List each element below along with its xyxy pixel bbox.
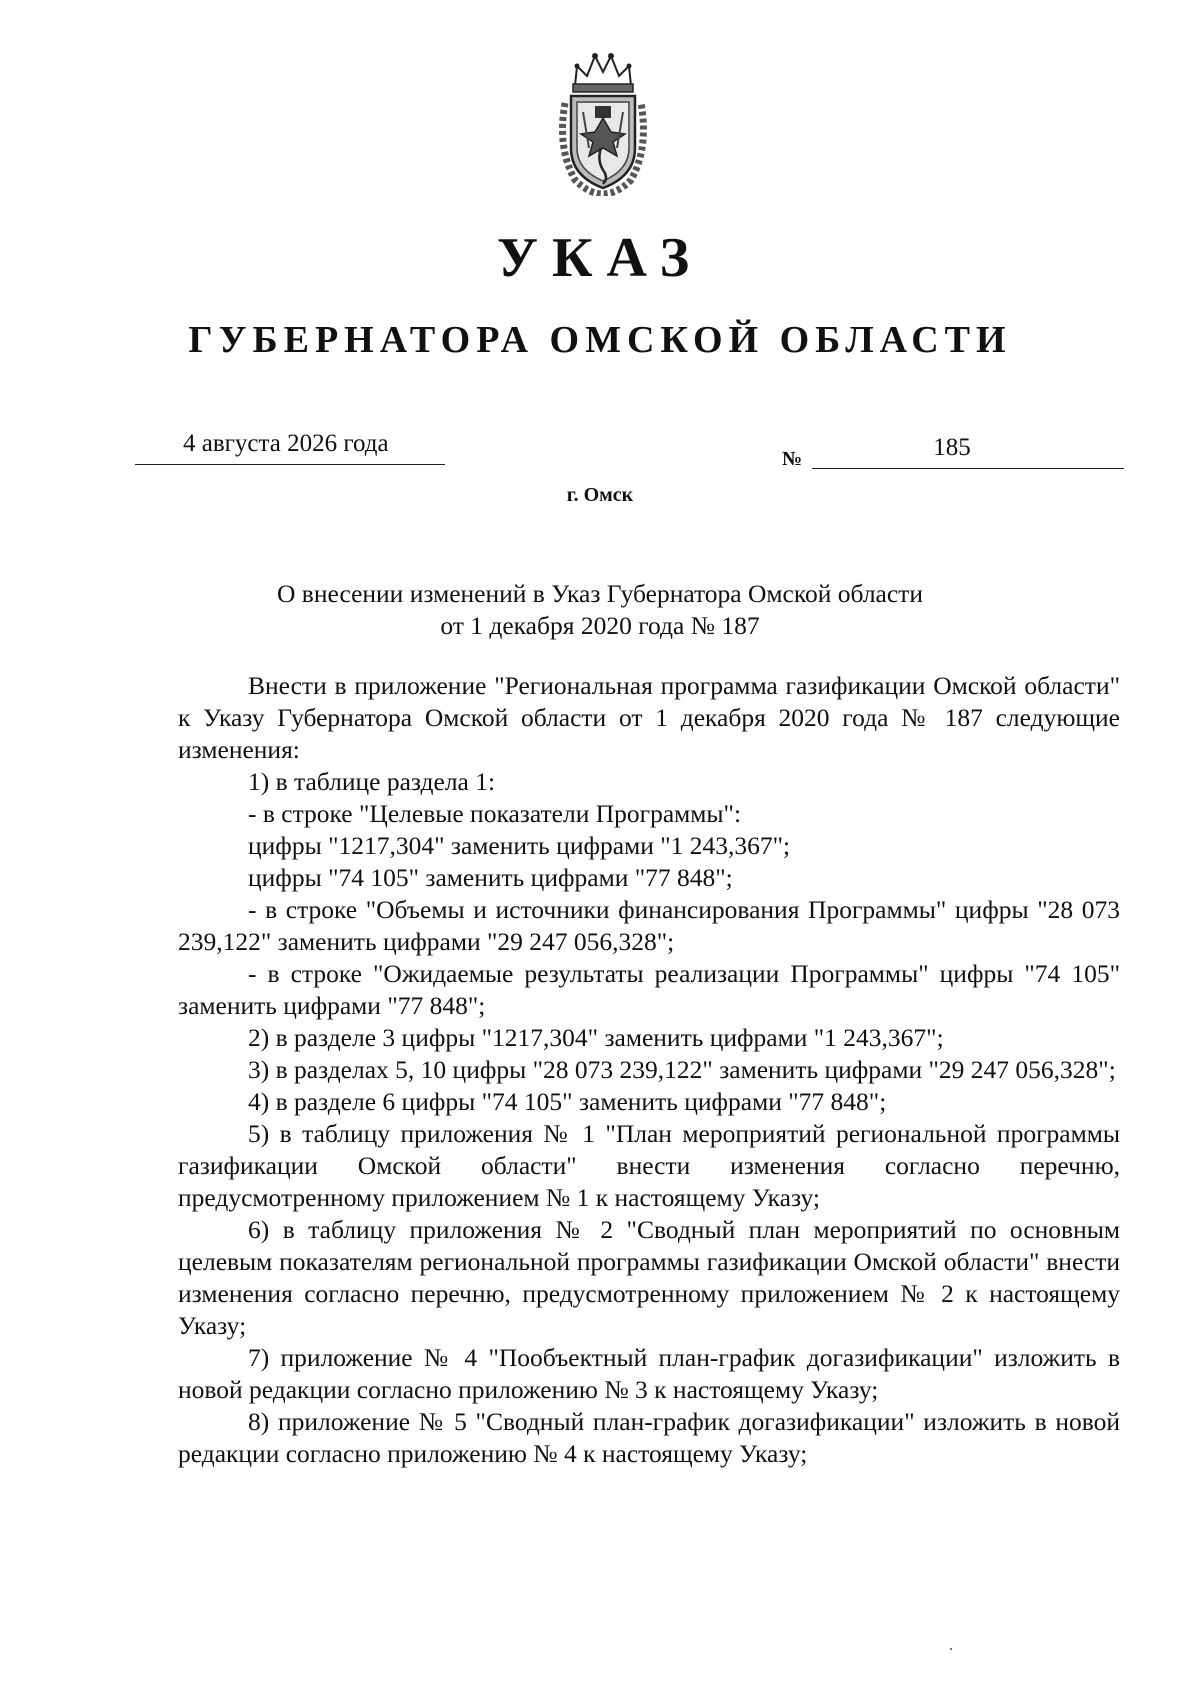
coat-of-arms-icon: [555, 48, 651, 196]
heading-line: от 1 декабря 2020 года № 187: [440, 611, 760, 640]
body-paragraph: цифры "74 105" заменить цифрами "77 848";: [248, 863, 733, 892]
document-type-title: УКАЗ: [496, 227, 704, 289]
body-paragraph: цифры "1217,304" заменить цифрами "1 243,367";: [248, 831, 791, 860]
number-sign: №: [782, 448, 803, 470]
body-paragraph: - в строке "Целевые показатели Программы":: [248, 799, 742, 828]
date-field: [135, 428, 445, 465]
document-heading: [0, 578, 1200, 642]
document-date: 4 августа 2026 года: [183, 430, 389, 457]
issue-city: г. Омск: [566, 484, 634, 506]
body-paragraph: 7) приложение № 4 "Пообъектный план-график догазификации" изложить в новой редакции согласно приложению № 3 к настоящему Указу;: [178, 1343, 1120, 1404]
body-paragraph: - в строке "Ожидаемые результаты реализации Программы" цифры "74 105" заменить цифрами "77 848";: [178, 959, 1120, 1020]
body-paragraph: 8) приложение № 5 "Сводный план-график догазификации" изложить в новой редакции согласно приложению № 4 к настоящему Указу;: [178, 1407, 1120, 1468]
scan-speck: [950, 1648, 952, 1650]
body-paragraph: 6) в таблицу приложения № 2 "Сводный план мероприятий по основным целевым показателям региональной программы газификации Омской области" внести изменения согласно перечню, предусмотренному приложением № 2 к настоящему Указу;: [178, 1215, 1120, 1340]
body-paragraph: 3) в разделах 5, 10 цифры "28 073 239,122" заменить цифрами "29 247 056,328";: [248, 1055, 1116, 1084]
document-number: 185: [933, 434, 971, 461]
issuer-subtitle: ГУБЕРНАТОРА ОМСКОЙ ОБЛАСТИ: [188, 319, 1012, 361]
document-body: [178, 670, 1120, 1470]
body-paragraph: Внести в приложение "Региональная программа газификации Омской области" к Указу Губернатора Омской области от 1 декабря 2020 года № 187 следующие изменения:: [178, 671, 1120, 764]
body-paragraph: 2) в разделе 3 цифры "1217,304" заменить цифрами "1 243,367";: [248, 1023, 944, 1052]
body-paragraph: 5) в таблицу приложения № 1 "План мероприятий региональной программы газификации Омской области" внести изменения согласно перечню, предусмотренному приложением № 1 к настоящему Указу;: [178, 1119, 1120, 1212]
heading-line: О внесении изменений в Указ Губернатора Омской области: [277, 579, 923, 608]
body-paragraph: - в строке "Объемы и источники финансирования Программы" цифры "28 073 239,122" заменить цифрами "29 247 056,328";: [178, 895, 1120, 956]
body-paragraph: 1) в таблице раздела 1:: [248, 767, 496, 796]
number-field: [812, 432, 1124, 469]
body-paragraph: 4) в разделе 6 цифры "74 105" заменить цифрами "77 848";: [248, 1087, 887, 1116]
